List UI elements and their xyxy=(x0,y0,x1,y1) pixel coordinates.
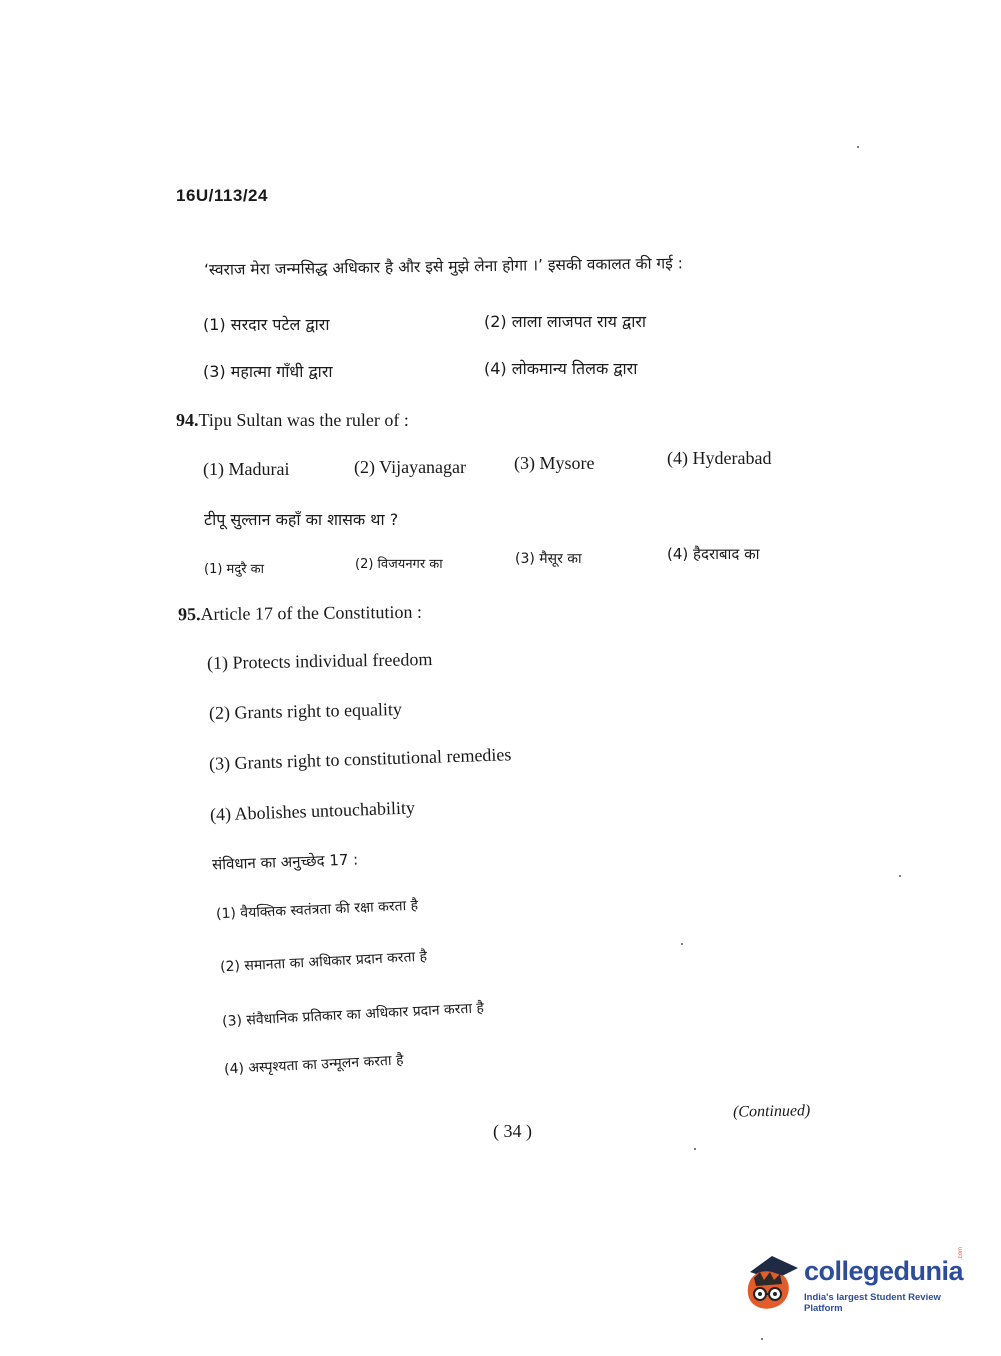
q95-question-hindi: संविधान का अनुच्छेद 17 : xyxy=(211,850,359,874)
q95-question-english: Article 17 of the Constitution : xyxy=(200,601,423,625)
q94-number: 94. xyxy=(176,410,199,430)
q95-option-3-hi: (3) संवैधानिक प्रतिकार का अधिकार प्रदान करता है xyxy=(221,1000,485,1030)
q95-option-1-hi: (1) वैयक्तिक स्वतंत्रता की रक्षा करता है xyxy=(215,897,419,923)
q93-question-hindi: ‘स्वराज मेरा जन्मसिद्ध अधिकार है और इसे मुझे लेना होगा ।’ इसकी वकालत की गई : xyxy=(203,254,684,279)
q95-option-4-hi: (4) अस्पृश्यता का उन्मूलन करता है xyxy=(223,1052,404,1078)
q94-option-3-hi: (3) मैसूर का xyxy=(515,551,582,567)
q94-question-hindi: टीपू सुल्तान कहाँ का शासक था ? xyxy=(204,510,399,529)
mascot-icon xyxy=(742,1250,802,1312)
continued-label: (Continued) xyxy=(732,1102,811,1121)
q94-option-3-en: (3) Mysore xyxy=(514,453,595,473)
q94-question-english: Tipu Sultan was the ruler of : xyxy=(198,410,409,430)
q95-option-3-en: (3) Grants right to constitutional remedies xyxy=(208,744,512,774)
q94-option-4-en: (4) Hyderabad xyxy=(667,448,772,468)
logo-tagline: India's largest Student Review Platform xyxy=(804,1292,941,1314)
q93-option-2: (2) लाला लाजपत राय द्वारा xyxy=(484,312,647,331)
q94-question xyxy=(176,410,409,431)
logo-wordmark: collegedunia xyxy=(804,1256,964,1286)
page-number: ( 34 ) xyxy=(493,1121,532,1141)
q94-option-1-hi: (1) मदुरै का xyxy=(204,562,265,577)
q93-option-3: (3) महात्मा गाँधी द्वारा xyxy=(203,362,333,381)
q95-option-2-hi: (2) समानता का अधिकार प्रदान करता है xyxy=(219,948,428,976)
q94-option-2-hi: (2) विजयनगर का xyxy=(355,557,443,572)
q94-option-1-en: (1) Madurai xyxy=(203,459,290,479)
q94-option-4-hi: (4) हैदराबाद का xyxy=(667,545,760,563)
q94-option-2-en: (2) Vijayanagar xyxy=(354,457,467,477)
q93-option-1: (1) सरदार पटेल द्वारा xyxy=(203,315,330,334)
q93-option-4: (4) लोकमान्य तिलक द्वारा xyxy=(484,359,638,378)
collegedunia-logo xyxy=(742,1246,972,1320)
q95-option-2-en: (2) Grants right to equality xyxy=(208,698,403,724)
logo-suffix: .com xyxy=(958,1246,964,1260)
paper-code: 16U/113/24 xyxy=(176,186,268,205)
q95-option-4-en: (4) Abolishes untouchability xyxy=(209,797,416,825)
q95-question xyxy=(178,602,422,626)
q95-number: 95. xyxy=(177,604,201,625)
q95-option-1-en: (1) Protects individual freedom xyxy=(206,649,433,673)
